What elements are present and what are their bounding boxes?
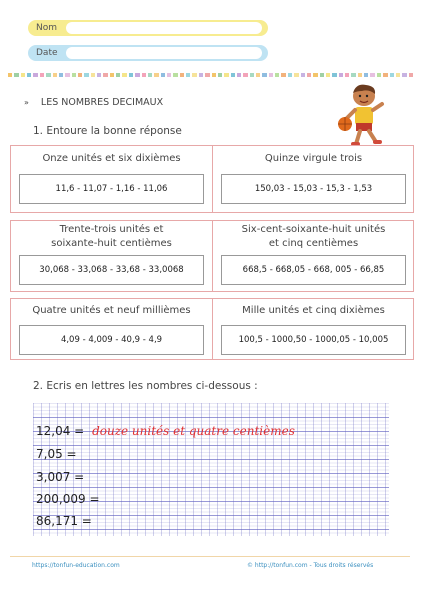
strip-dot: [313, 73, 317, 77]
strip-dot: [396, 73, 400, 77]
strip-dot: [262, 73, 266, 77]
answer-choices[interactable]: 4,09 - 4,009 - 40,9 - 4,9: [19, 325, 204, 355]
strip-dot: [301, 73, 305, 77]
strip-dot: [402, 73, 406, 77]
strip-dot: [205, 73, 209, 77]
grid-line: [33, 417, 389, 418]
writing-line[interactable]: [36, 470, 84, 484]
number-to-write: 12,04 =: [36, 424, 85, 438]
strip-dot: [84, 73, 88, 77]
exercise-row-2: [10, 220, 414, 292]
strip-dot: [243, 73, 247, 77]
exercise-cell: [212, 221, 414, 291]
footer-divider: [10, 556, 410, 557]
number-to-write: 86,171 =: [36, 514, 92, 528]
exercise-row-3: [10, 298, 414, 360]
strip-dot: [192, 73, 196, 77]
strip-dot: [288, 73, 292, 77]
strip-dot: [370, 73, 374, 77]
strip-dot: [161, 73, 165, 77]
answer-choices[interactable]: 30,068 - 33,068 - 33,68 - 33,0068: [19, 255, 204, 285]
exercise-cell: [11, 221, 212, 291]
name-field-pill: [28, 20, 268, 36]
strip-dot: [332, 73, 336, 77]
section-title: [24, 97, 163, 108]
date-label: Date: [36, 48, 58, 58]
handwritten-answer: douze unités et quatre centièmes: [92, 424, 295, 438]
strip-dot: [72, 73, 76, 77]
strip-dot: [294, 73, 298, 77]
strip-dot: [256, 73, 260, 77]
strip-dot: [212, 73, 216, 77]
strip-dot: [27, 73, 31, 77]
strip-dot: [364, 73, 368, 77]
section-title-text: LES NOMBRES DECIMAUX: [40, 97, 164, 108]
strip-dot: [345, 73, 349, 77]
question-1-title: 1. Entoure la bonne réponse: [33, 125, 182, 137]
prompt: Mille unités et cinq dixièmes: [242, 305, 385, 316]
exercise-cell: [212, 146, 414, 212]
grid-line: [33, 445, 389, 446]
strip-dot: [390, 73, 394, 77]
strip-dot: [91, 73, 95, 77]
writing-line[interactable]: [36, 492, 100, 506]
basketball-player-illustration: [336, 82, 388, 148]
exercise-cell: [212, 299, 414, 359]
strip-dot: [377, 73, 381, 77]
writing-line[interactable]: [36, 447, 77, 461]
strip-dot: [320, 73, 324, 77]
exercise-cell: [11, 146, 212, 212]
bullet-icon: »: [24, 98, 29, 107]
answer-choices[interactable]: 150,03 - 15,03 - 15,3 - 1,53: [221, 174, 406, 204]
strip-dot: [224, 73, 228, 77]
strip-dot: [8, 73, 12, 77]
strip-dot: [383, 73, 387, 77]
writing-line[interactable]: [36, 514, 92, 528]
strip-dot: [351, 73, 355, 77]
answer-choices[interactable]: 11,6 - 11,07 - 1,16 - 11,06: [19, 174, 204, 204]
strip-dot: [358, 73, 362, 77]
strip-dot: [53, 73, 57, 77]
strip-dot: [21, 73, 25, 77]
footer-left-link[interactable]: https://tonfun-education.com: [32, 562, 120, 569]
strip-dot: [78, 73, 82, 77]
prompt: Quatre unités et neuf millièmes: [32, 305, 191, 316]
strip-dot: [46, 73, 50, 77]
strip-dot: [103, 73, 107, 77]
grid-line: [33, 459, 389, 460]
footer-right-copyright: © http://tonfun.com - Tous droits réservés: [247, 562, 374, 569]
strip-dot: [218, 73, 222, 77]
question-2-title: 2. Ecris en lettres les nombres ci-dessous :: [33, 380, 258, 392]
strip-dot: [231, 73, 235, 77]
strip-dot: [269, 73, 273, 77]
strip-dot: [14, 73, 18, 77]
number-to-write: 7,05 =: [36, 447, 77, 461]
writing-line[interactable]: [36, 424, 295, 438]
strip-dot: [110, 73, 114, 77]
strip-dot: [142, 73, 146, 77]
strip-dot: [186, 73, 190, 77]
strip-dot: [275, 73, 279, 77]
strip-dot: [307, 73, 311, 77]
strip-dot: [250, 73, 254, 77]
prompt: Quinze virgule trois: [264, 153, 363, 164]
strip-dot: [281, 73, 285, 77]
strip-dot: [33, 73, 37, 77]
prompt: Trente-trois unités et: [59, 224, 164, 235]
strip-dot: [122, 73, 126, 77]
prompt: Six-cent-soixante-huit unités: [241, 224, 386, 235]
date-input[interactable]: [66, 47, 262, 59]
answer-choices[interactable]: 668,5 - 668,05 - 668, 005 - 66,85: [221, 255, 406, 285]
name-input[interactable]: [66, 22, 262, 34]
strip-dot: [148, 73, 152, 77]
decorative-color-strip: [8, 73, 413, 77]
prompt: soixante-huit centièmes: [51, 238, 172, 249]
date-field-pill: [28, 45, 268, 61]
strip-dot: [173, 73, 177, 77]
exercise-cell: [11, 299, 212, 359]
strip-dot: [199, 73, 203, 77]
strip-dot: [409, 73, 413, 77]
name-label: Nom: [36, 23, 58, 33]
strip-dot: [129, 73, 133, 77]
strip-dot: [180, 73, 184, 77]
strip-dot: [339, 73, 343, 77]
strip-dot: [116, 73, 120, 77]
strip-dot: [326, 73, 330, 77]
strip-dot: [40, 73, 44, 77]
strip-dot: [154, 73, 158, 77]
strip-dot: [65, 73, 69, 77]
grid-line: [33, 529, 389, 530]
strip-dot: [97, 73, 101, 77]
strip-dot: [59, 73, 63, 77]
answer-choices[interactable]: 100,5 - 1000,50 - 1000,05 - 10,005: [221, 325, 406, 355]
strip-dot: [135, 73, 139, 77]
strip-dot: [237, 73, 241, 77]
prompt: et cinq centièmes: [268, 238, 359, 249]
exercise-row-1: [10, 145, 414, 213]
grid-line: [33, 473, 389, 474]
grid-line: [33, 487, 389, 488]
prompt: Onze unités et six dixièmes: [42, 153, 181, 164]
number-to-write: 3,007 =: [36, 470, 85, 484]
number-to-write: 200,009 =: [36, 492, 100, 506]
strip-dot: [167, 73, 171, 77]
